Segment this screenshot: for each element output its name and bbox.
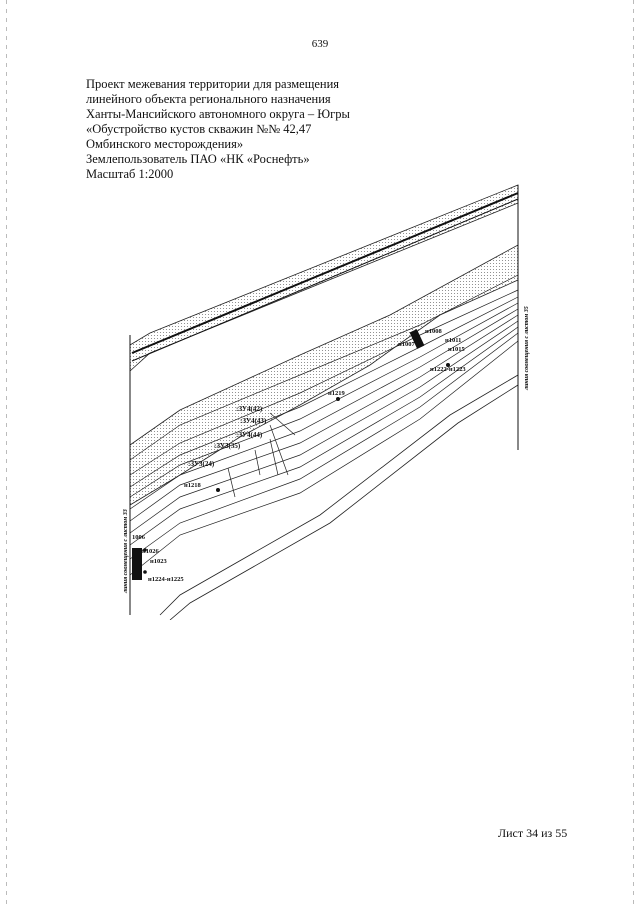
point-label: н1015 xyxy=(448,346,465,353)
title-line-2: линейного объекта регионального назначения xyxy=(86,92,331,106)
sheet-number: Лист 34 из 55 xyxy=(498,826,568,840)
page-number: 639 xyxy=(311,38,329,50)
parcel-label: :ЗУ4(42) xyxy=(236,405,263,413)
point-label: н1218 xyxy=(184,482,201,489)
point-label: н1222-н1223 xyxy=(430,366,466,373)
land-user-line: Землепользователь ПАО «НК «Роснефть» xyxy=(86,152,310,166)
scale-line: Масштаб 1:2000 xyxy=(86,167,174,181)
cadastral-map xyxy=(120,175,530,620)
point-label: н1219 xyxy=(328,390,345,397)
boundary-cluster-left xyxy=(132,548,142,580)
point-marker xyxy=(216,488,220,492)
point-label: н1011 xyxy=(445,337,462,344)
road-edge-line xyxy=(132,193,518,353)
right-match-line-label: линия совмещения с листом 35 xyxy=(524,306,530,390)
point-label: 1006 xyxy=(132,534,145,541)
left-match-line-label: линия совмещения с листом 33 xyxy=(123,509,129,593)
point-label: н1026 xyxy=(142,548,159,555)
parcel-label: :ЗУ4(44) xyxy=(236,431,263,439)
scan-edge-left xyxy=(6,0,7,905)
point-marker xyxy=(143,570,147,574)
point-label: н1007 xyxy=(398,341,415,348)
point-label: н1023 xyxy=(150,558,167,565)
parcel-label: :ЗУ4(43) xyxy=(240,417,267,425)
parcel-label: :ЗУ3(24) xyxy=(188,460,215,468)
point-label: н1008 xyxy=(425,328,442,335)
title-line-5: Омбинского месторождения» xyxy=(86,137,244,151)
point-label: н1224-н1225 xyxy=(148,576,184,583)
title-line-3: Ханты-Мансийского автономного округа – Югры xyxy=(86,107,350,121)
parcel-label: :ЗУ3(35) xyxy=(214,442,241,450)
title-block xyxy=(86,77,386,182)
point-marker xyxy=(336,397,340,401)
title-line-4: «Обустройство кустов скважин №№ 42,47 xyxy=(86,122,312,136)
title-line-1: Проект межевания территории для размещения xyxy=(86,77,340,91)
scan-edge-right xyxy=(633,0,634,905)
